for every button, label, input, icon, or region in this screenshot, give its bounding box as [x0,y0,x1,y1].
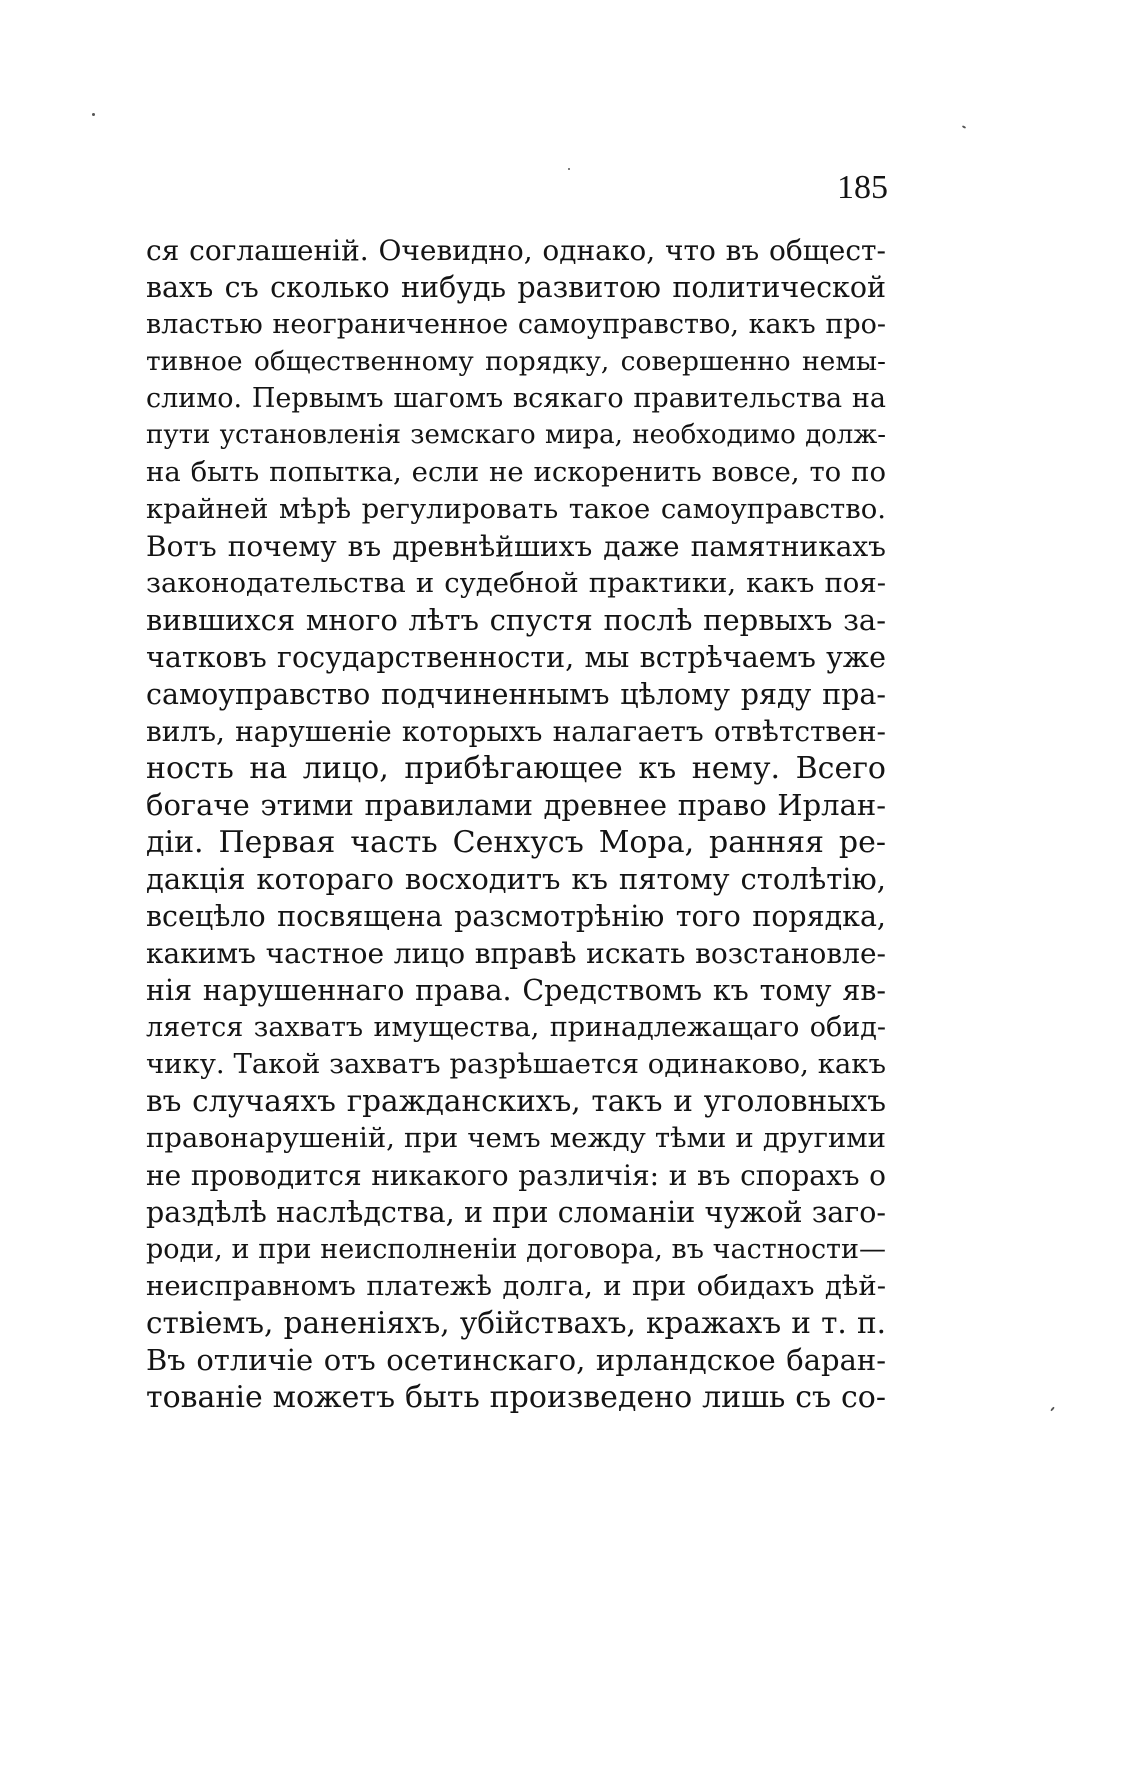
text-line: всецѣло посвящена разсмотрѣнію того порядка, [146,900,886,933]
text-line: какимъ частное лицо вправѣ искать возстановле- [146,937,886,970]
text-line: не проводится никакого различія: и въ спорахъ о [146,1159,886,1192]
text-line: пути установленія земскаго мира, необходимо долж- [146,420,886,450]
scan-speck [1050,1406,1055,1411]
text-line: вахъ съ сколько нибудь развитою политической [146,271,886,304]
text-line: на быть попытка, если не искоренить вовсе, то по [146,456,886,488]
text-line: Вотъ почему въ древнѣйшихъ даже памятникахъ [146,530,886,563]
text-line: ствіемъ, раненіяхъ, убійствахъ, кражахъ и т. п. [146,1306,886,1340]
text-line: вившихся много лѣтъ спустя послѣ первыхъ за- [146,603,886,637]
text-line: законодательства и судебной практики, какъ поя- [146,567,886,599]
text-line: ся соглашеній. Очевидно, однако, что въ общест- [146,234,886,267]
text-line: роди, и при неисполненіи договора, въ частности— [146,1234,886,1265]
body-text [146,232,886,1416]
text-line: дакція котораго восходитъ къ пятому столѣтію, [146,862,886,896]
text-line: ность на лицо, прибѣгающее къ нему. Всего [146,751,886,786]
text-line: вилъ, нарушеніе которыхъ налагаетъ отвѣтствен- [146,715,886,748]
text-line: крайней мѣрѣ регулировать такое самоуправство. [146,493,886,525]
text-line: тованіе можетъ быть произведено лишь съ со- [146,1380,886,1415]
text-line: богаче этими правилами древнее право Ирлан- [146,788,886,822]
text-line: неисправномъ платежѣ долга, и при обидахъ дѣй- [146,1270,886,1302]
scan-speck [962,125,966,129]
text-line: раздѣлѣ наслѣдства, и при сломаніи чужой заго- [146,1196,886,1229]
text-line: въ случаяхъ гражданскихъ, такъ и уголовныхъ [146,1084,886,1118]
text-line: нія нарушеннаго права. Средствомъ къ тому яв- [146,974,886,1007]
page-number: 185 [837,169,888,206]
scan-speck [568,168,570,170]
text-line: чику. Такой захватъ разрѣшается одинаково, какъ [146,1048,886,1080]
scan-speck [92,113,95,116]
text-line: правонарушеній, при чемъ между тѣми и другими [146,1122,886,1154]
text-line: слимо. Первымъ шагомъ всякаго правительства на [146,383,886,414]
text-line: чатковъ государственности, мы встрѣчаемъ уже [146,641,886,674]
text-line: самоуправство подчиненнымъ цѣлому ряду пра- [146,678,886,711]
text-line: Въ отличіе отъ осетинскаго, ирландское баран- [146,1343,886,1377]
text-line: ляется захватъ имущества, принадлежащаго обид- [146,1012,886,1043]
text-line: діи. Первая часть Сенхусъ Мора, ранняя ре- [146,825,886,860]
text-line: властью неограниченное самоуправство, какъ про- [146,309,886,340]
text-line: тивное общественному порядку, совершенно немы- [146,346,886,377]
